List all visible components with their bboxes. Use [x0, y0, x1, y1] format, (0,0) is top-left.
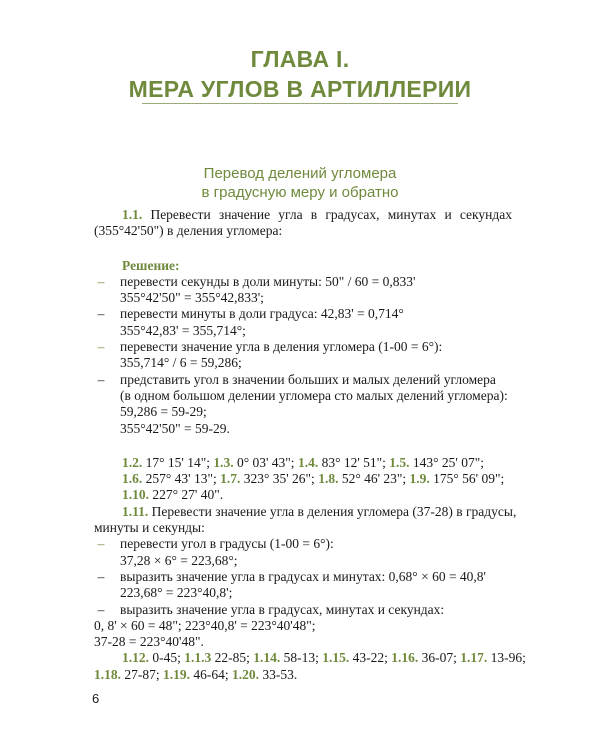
solution-step — [94, 602, 512, 618]
exercise-number: 1.20. — [232, 666, 259, 682]
solution-step — [94, 569, 512, 602]
exercise-value: 46-64; — [190, 666, 232, 682]
solution-step — [94, 536, 512, 569]
step-line: перевести значение угла в деления угломера (1-00 = 6°): — [120, 339, 443, 355]
exercise-number: 1.2. — [122, 454, 143, 470]
step-line: 59,286 = 59-29; — [120, 404, 207, 420]
section-title — [0, 164, 600, 202]
chapter-title-line2: МЕРА УГЛОВ В АРТИЛЛЕРИИ — [128, 76, 472, 102]
exercise-number: 1.12. — [122, 650, 149, 666]
exercise-value: 143° 25' 07"; — [409, 454, 484, 470]
exercise-number: 1.18. — [94, 666, 121, 682]
exercise-value: 0° 03' 43"; — [233, 454, 298, 470]
exercise-value: 33-53. — [259, 666, 298, 682]
exercise-value: 27-87; — [121, 666, 163, 682]
exercise-number: 1.9. — [409, 471, 430, 487]
chapter-divider — [142, 103, 458, 104]
exercise-number: 1.1.3 — [184, 650, 212, 666]
problem-number: 1.1. — [122, 207, 143, 222]
exercise-value: 257° 43' 13"; — [142, 471, 221, 487]
problem-2-line2: минуты и секунды: — [94, 520, 205, 536]
step-line: выразить значение угла в градусах, минутах и секундах: — [120, 601, 445, 617]
step-line: 0, 8' × 60 = 48"; 223°40,8' = 223°40'48"; — [94, 617, 316, 633]
list-dash: – — [97, 568, 105, 584]
problem-1-line2: (355°42'50") в деления угломера: — [94, 223, 283, 239]
chapter-title-line1: ГЛАВА I. — [250, 46, 350, 72]
exercise-value: 323° 35' 26"; — [240, 471, 319, 487]
step-line: перевести секунды в доли минуты: 50" / 60 = 0,833' — [120, 273, 416, 289]
step-result: 355°42'50" = 59-29. — [120, 420, 230, 436]
page-number: 6 — [92, 691, 100, 706]
step-line: (в одном большом делении угломера сто малых делений угломера): — [120, 387, 508, 403]
exercise-number: 1.15. — [322, 650, 350, 666]
page-content — [94, 207, 526, 683]
exercise-value: 83° 12' 51"; — [318, 454, 390, 470]
exercise-value: 0-45; — [149, 650, 185, 666]
step-line: представить угол в значении больших и малых делений угломера — [120, 371, 496, 387]
problem-1-line1 — [94, 207, 512, 223]
exercise-value: 17° 15' 14"; — [142, 454, 214, 470]
exercise-value: 43-22; — [349, 650, 392, 666]
exercise-value: 52° 46' 23"; — [338, 471, 410, 487]
problem-text: Перевести значение угла в градусах, минутах и секундах — [142, 207, 512, 222]
solution-step — [94, 339, 512, 372]
step-line: 355,714° / 6 = 59,286; — [120, 355, 242, 371]
exercise-number: 1.4. — [297, 454, 319, 470]
list-dash: – — [97, 601, 105, 617]
exercise-value: 36-07; — [418, 650, 461, 666]
exercise-number: 1.5. — [389, 454, 410, 470]
list-dash: – — [97, 536, 105, 552]
step-line: перевести угол в градусы (1-00 = 6°): — [120, 536, 334, 552]
exercise-value: 22-85; — [211, 650, 254, 666]
step-line: выразить значение угла в градусах и минутах: 0,68° × 60 = 40,8' — [120, 568, 486, 584]
step-line: 355°42'50" = 355°42,833'; — [120, 290, 264, 306]
exercise-value: 175° 56' 09"; — [429, 471, 505, 487]
solution-step — [94, 274, 512, 307]
solution-label: Решение: — [122, 257, 180, 273]
section-title-line1: Перевод делений угломера — [203, 165, 397, 182]
exercise-number: 1.10. — [122, 487, 149, 503]
exercise-number: 1.3. — [213, 454, 234, 470]
step-line: 355°42,83' = 355,714°; — [120, 322, 246, 338]
list-dash: – — [97, 273, 105, 289]
exercise-number: 1.16. — [391, 650, 419, 666]
list-dash: – — [97, 306, 105, 322]
list-dash: – — [97, 339, 105, 355]
exercise-number: 1.17. — [460, 650, 488, 666]
step-line: 223,68° = 223°40,8'; — [120, 585, 233, 601]
exercise-value: 58-13; — [280, 650, 323, 666]
exercise-number: 1.19. — [163, 666, 190, 682]
exercise-number: 1.7. — [220, 471, 241, 487]
exercise-value: 227° 27' 40". — [149, 487, 224, 503]
section-title-line2: в градусную меру и обратно — [201, 184, 399, 201]
exercises-row — [94, 471, 512, 487]
step-line: 37,28 × 6° = 223,68°; — [120, 552, 238, 568]
problem-2-line1 — [94, 503, 517, 520]
exercises-row — [94, 487, 512, 503]
list-dash: – — [97, 371, 105, 387]
step-line: перевести минуты в доли градуса: 42,83' = 0,714° — [120, 306, 404, 322]
solution-step — [94, 372, 512, 437]
chapter-title — [0, 44, 600, 104]
problem-text: Перевести значение угла в деления угломера (37-28) в градусы, — [148, 503, 517, 519]
problem-number: 1.11. — [122, 503, 149, 519]
exercises-row — [94, 650, 526, 666]
exercise-number: 1.8. — [318, 471, 339, 487]
exercise-number: 1.6. — [122, 471, 143, 487]
exercises-row — [94, 667, 512, 683]
step-result: 37-28 = 223°40'48". — [94, 634, 204, 650]
exercises-row — [94, 455, 512, 471]
exercise-number: 1.14. — [253, 650, 281, 666]
solution-step — [94, 306, 512, 339]
exercise-value: 13-96; — [487, 650, 526, 666]
